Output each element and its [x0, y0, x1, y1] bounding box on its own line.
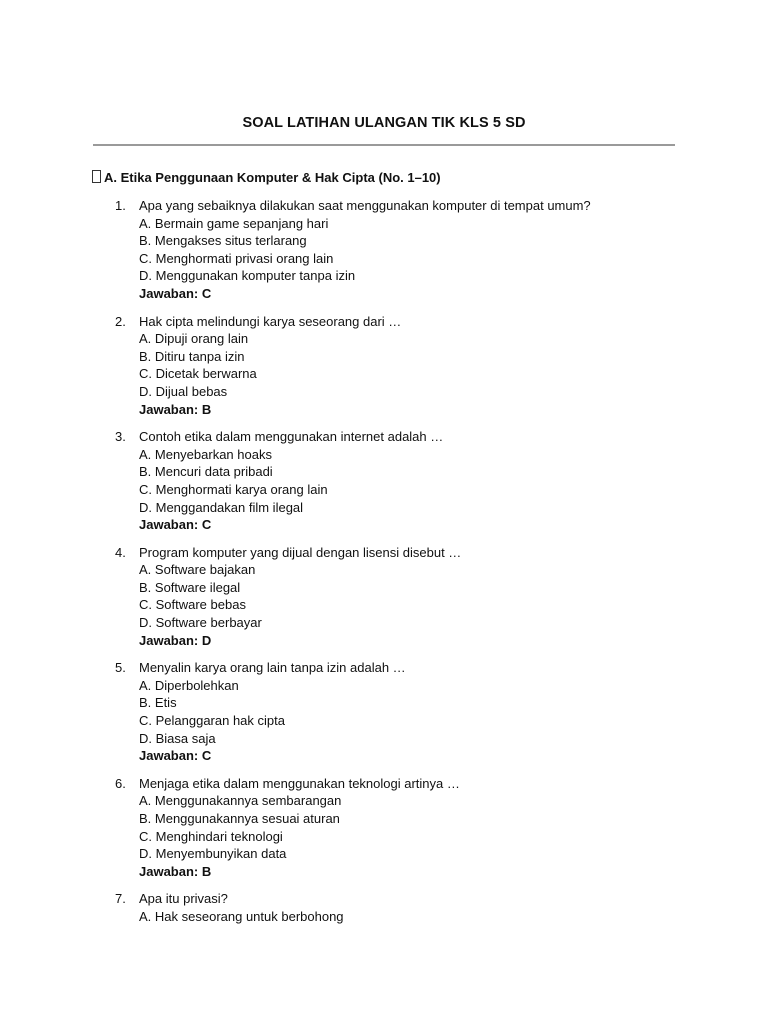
- answer-option: C. Menghormati karya orang lain: [139, 481, 328, 497]
- answer-key: Jawaban: B: [139, 401, 212, 417]
- question-text: Program komputer yang dijual dengan lisensi disebut …: [139, 544, 462, 560]
- question-item: [0, 659, 768, 765]
- question-text: Menjaga etika dalam menggunakan teknologi artinya …: [139, 775, 460, 791]
- answer-option: C. Pelanggaran hak cipta: [139, 713, 285, 729]
- answer-option: B. Menggunakannya sesuai aturan: [139, 811, 340, 826]
- answer-key: Jawaban: C: [139, 748, 212, 764]
- answer-option: A. Diperbolehkan: [139, 677, 239, 693]
- answer-option: A. Menyebarkan hoaks: [139, 446, 272, 462]
- question-text: Apa yang sebaiknya dilakukan saat menggunakan komputer di tempat umum?: [139, 198, 591, 213]
- question-item: [0, 775, 768, 881]
- answer-option: B. Mengakses situs terlarang: [139, 233, 307, 249]
- answer-option: B. Mencuri data pribadi: [139, 464, 273, 480]
- question-item: [0, 313, 768, 419]
- answer-option: B. Software ilegal: [139, 579, 241, 595]
- question-number: 2.: [115, 313, 126, 329]
- document-title: SOAL LATIHAN ULANGAN TIK KLS 5 SD: [242, 115, 526, 131]
- answer-option: A. Hak seseorang untuk berbohong: [139, 908, 344, 924]
- answer-option: A. Menggunakannya sembarangan: [139, 793, 342, 809]
- answer-option: B. Etis: [139, 695, 177, 711]
- question-number: 1.: [115, 198, 126, 213]
- question-item: [0, 544, 768, 650]
- answer-option: C. Menghindari teknologi: [139, 828, 283, 844]
- answer-option: D. Menyembunyikan data: [139, 846, 287, 862]
- answer-key: Jawaban: C: [139, 285, 212, 301]
- question-text: Contoh etika dalam menggunakan internet adalah …: [139, 429, 444, 445]
- answer-option: D. Menggandakan film ilegal: [139, 499, 304, 515]
- question-list: [0, 197, 768, 936]
- question-text: Apa itu privasi?: [139, 891, 228, 907]
- answer-key: Jawaban: C: [139, 517, 212, 533]
- question-number: 3.: [115, 429, 126, 445]
- question-text: Hak cipta melindungi karya seseorang dari …: [139, 313, 402, 329]
- section-heading-text: A. Etika Penggunaan Komputer & Hak Cipta (No. 1–10): [104, 170, 441, 185]
- answer-option: D. Dijual bebas: [139, 383, 228, 399]
- question-item: [0, 890, 768, 925]
- title-divider: [93, 144, 675, 146]
- answer-option: C. Dicetak berwarna: [139, 366, 257, 382]
- answer-key: Jawaban: D: [139, 632, 212, 648]
- answer-option: A. Bermain game sepanjang hari: [139, 215, 329, 231]
- question-number: 5.: [115, 660, 126, 676]
- answer-option: D. Biasa saja: [139, 730, 216, 746]
- answer-option: B. Ditiru tanpa izin: [139, 348, 245, 364]
- question-number: 7.: [115, 891, 126, 907]
- question-number: 4.: [115, 544, 126, 560]
- answer-option: D. Software berbayar: [139, 615, 262, 631]
- answer-option: C. Menghormati privasi orang lain: [139, 250, 334, 266]
- answer-option: D. Menggunakan komputer tanpa izin: [139, 268, 356, 284]
- answer-key: Jawaban: B: [139, 863, 212, 879]
- answer-option: C. Software bebas: [139, 597, 246, 613]
- question-number: 6.: [115, 775, 126, 791]
- checkbox-glyph-icon: [92, 170, 101, 183]
- answer-option: A. Dipuji orang lain: [139, 331, 249, 347]
- question-text: Menyalin karya orang lain tanpa izin adalah …: [139, 660, 406, 676]
- question-item: [0, 428, 768, 534]
- section-heading: [92, 170, 441, 185]
- answer-option: A. Software bajakan: [139, 562, 256, 578]
- question-item: [0, 197, 768, 303]
